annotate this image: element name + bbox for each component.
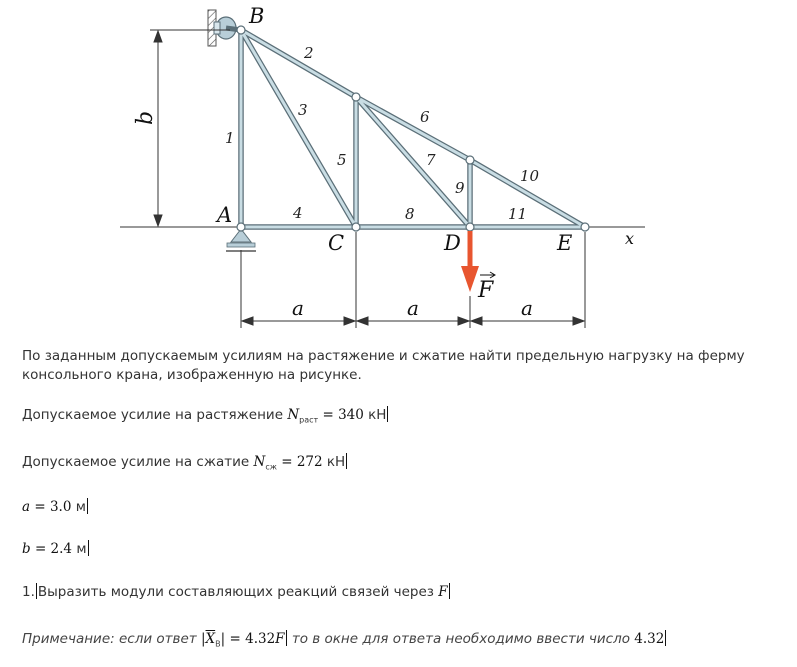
question-end-cursor[interactable] bbox=[449, 583, 450, 599]
joint-e bbox=[581, 223, 589, 231]
question-row bbox=[22, 583, 451, 602]
force-label: F bbox=[478, 278, 494, 303]
compression-symbol: N bbox=[253, 454, 266, 470]
a-symbol: a bbox=[22, 499, 31, 515]
point-d-label: D bbox=[444, 231, 461, 255]
problem-line-1: По заданным допускаемым усилиям на растяжение и сжатие найти предельную нагрузку на ферму bbox=[22, 348, 745, 364]
joint-d bbox=[466, 223, 474, 231]
member-9-label: 9 bbox=[455, 179, 465, 197]
member-3-label: 3 bbox=[298, 101, 308, 119]
question-text: Выразить модули составляющих реакций связей через bbox=[37, 584, 434, 600]
note-f: F bbox=[275, 631, 285, 647]
member-2-label: 2 bbox=[304, 44, 314, 62]
compression-input-cursor[interactable] bbox=[346, 453, 347, 469]
member-7-label: 7 bbox=[426, 151, 436, 169]
dim-a-label-1: a bbox=[292, 296, 304, 320]
point-b-label: B bbox=[249, 4, 265, 28]
b-unit: м bbox=[76, 541, 87, 557]
tension-input-cursor[interactable] bbox=[387, 406, 388, 422]
a-row bbox=[22, 498, 89, 517]
tension-row bbox=[22, 406, 389, 430]
a-input-cursor[interactable] bbox=[87, 498, 88, 514]
compression-label: Допускаемое усилие на сжатие bbox=[22, 454, 250, 470]
joint-top-right bbox=[466, 156, 474, 164]
note-end-cursor[interactable] bbox=[665, 630, 666, 646]
note-suffix: то в окне для ответа необходимо ввести число bbox=[291, 631, 630, 647]
problem-line-2: консольного крана, изображенную на рисунке. bbox=[22, 367, 362, 383]
b-value: = 2.4 bbox=[34, 541, 73, 557]
point-c-label: C bbox=[328, 231, 345, 255]
dimension-b bbox=[150, 30, 232, 227]
dim-b-label: b bbox=[133, 110, 158, 125]
note-x-sub: B bbox=[215, 639, 221, 649]
note-value: = 4.32 bbox=[229, 631, 276, 647]
tension-value: = 340 bbox=[322, 407, 364, 423]
b-input-cursor[interactable] bbox=[88, 540, 89, 556]
member-10-label: 10 bbox=[520, 167, 540, 185]
question-number: 1. bbox=[22, 584, 35, 600]
problem-statement bbox=[22, 347, 792, 385]
member-11-label: 11 bbox=[508, 205, 528, 223]
joint-b bbox=[237, 26, 245, 34]
compression-value: = 272 bbox=[281, 454, 323, 470]
tension-label: Допускаемое усилие на растяжение bbox=[22, 407, 284, 423]
a-value: = 3.0 bbox=[34, 499, 72, 515]
member-1-label: 1 bbox=[225, 129, 235, 147]
note-prefix: Примечание: если ответ bbox=[22, 631, 197, 647]
member-5-label: 5 bbox=[337, 151, 347, 169]
point-e-label: E bbox=[557, 231, 573, 255]
tension-sub: раст bbox=[299, 415, 319, 425]
tension-symbol: N bbox=[287, 407, 300, 423]
joint-top-mid bbox=[352, 93, 360, 101]
compression-row bbox=[22, 453, 348, 477]
force-arrow bbox=[461, 231, 479, 292]
compression-sub: сж bbox=[265, 462, 277, 472]
b-symbol: b bbox=[22, 541, 31, 557]
note-row: Примечание: если ответ $|\overline{X}_B| = 4.32F$ то в окне для ответа необходимо ввести число 4.32 bbox=[22, 631, 665, 649]
b-row bbox=[22, 540, 90, 559]
compression-unit: кН bbox=[326, 454, 346, 470]
point-a-label: A bbox=[217, 203, 233, 227]
axis-x-label: x bbox=[625, 229, 635, 248]
question-symbol: F bbox=[438, 584, 448, 600]
dim-a-label-3: a bbox=[521, 296, 533, 320]
note-number: 4.32 bbox=[634, 631, 665, 647]
support-b bbox=[208, 10, 241, 46]
joint-c bbox=[352, 223, 360, 231]
question-cursor[interactable] bbox=[36, 583, 37, 599]
note-cursor[interactable] bbox=[286, 630, 287, 646]
tension-unit: кН bbox=[368, 407, 387, 423]
member-8-label: 8 bbox=[405, 205, 415, 223]
support-a bbox=[226, 229, 256, 251]
member-6-label: 6 bbox=[420, 108, 430, 126]
note-x: $\overline{X}$ bbox=[205, 631, 216, 647]
dim-a-label-2: a bbox=[407, 296, 419, 320]
member-4-label: 4 bbox=[293, 204, 303, 222]
a-unit: м bbox=[75, 499, 86, 515]
truss-diagram bbox=[0, 0, 797, 330]
joint-a bbox=[237, 223, 245, 231]
